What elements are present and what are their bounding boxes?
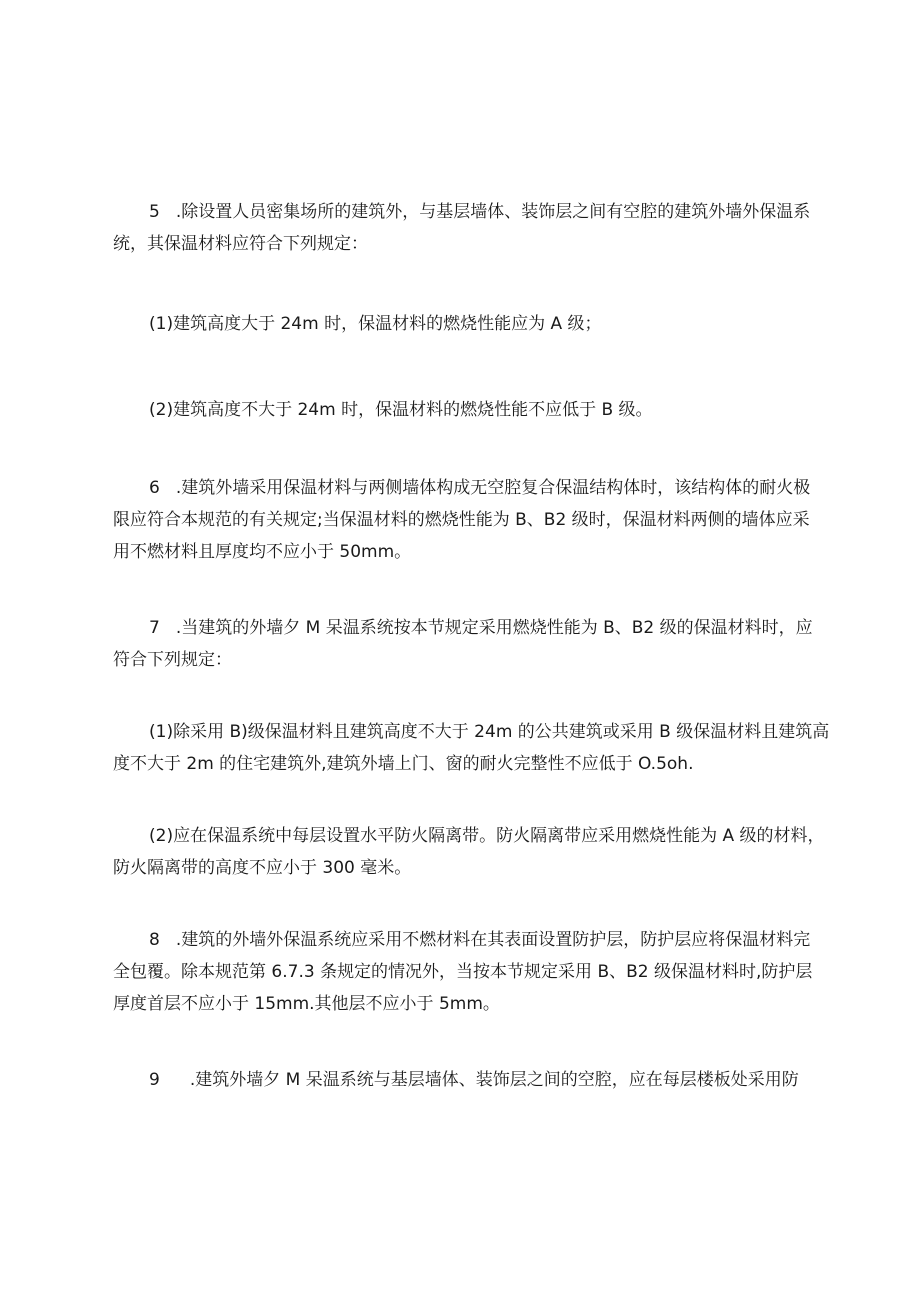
paragraph-9 bbox=[113, 1064, 825, 1096]
paragraph-text: 统，其保温材料应符合下列规定： bbox=[113, 234, 368, 254]
paragraph-7 bbox=[113, 612, 825, 676]
paragraph-text: (1)建筑高度大于 24m 时，保温材料的燃烧性能应为 A 级； bbox=[149, 314, 602, 334]
paragraph-5-item-2 bbox=[113, 394, 825, 426]
clause-number: 8 bbox=[149, 930, 160, 950]
paragraph-text: 防火隔离带的高度不应小于 300 毫米。 bbox=[113, 858, 412, 878]
paragraph-text: .当建筑的外墙夕 M 呆温系统按本节规定采用燃烧性能为 B、B2 级的保温材料时，应 bbox=[175, 618, 813, 638]
paragraph-text: 厚度首层不应小于 15mm.其他层不应小于 5mm。 bbox=[113, 994, 500, 1014]
paragraph-5-item-1 bbox=[113, 308, 825, 340]
paragraph-text: .建筑外墙夕 M 呆温系统与基层墙体、装饰层之间的空腔，应在每层楼板处采用防 bbox=[189, 1070, 799, 1090]
paragraph-text: (2)应在保温系统中每层设置水平防火隔离带。防火隔离带应采用燃烧性能为 A 级的材料， bbox=[149, 826, 825, 846]
paragraph-text: (1)除采用 B)级保温材料且建筑高度不大于 24m 的公共建筑或采用 B 级保温材料且建筑高 bbox=[149, 722, 830, 742]
paragraph-8 bbox=[113, 924, 825, 1020]
clause-number: 7 bbox=[149, 618, 160, 638]
paragraph-7-item-1 bbox=[113, 716, 830, 780]
paragraph-5 bbox=[113, 196, 825, 260]
paragraph-text: 符合下列规定： bbox=[113, 650, 232, 670]
clause-number: 6 bbox=[149, 478, 160, 498]
paragraph-text: 全包覆。除本规范第 6.7.3 条规定的情况外，当按本节规定采用 B、B2 级保温材料时,防护层 bbox=[113, 962, 813, 982]
paragraph-text: (2)建筑高度不大于 24m 时，保温材料的燃烧性能不应低于 B 级。 bbox=[149, 400, 653, 420]
paragraph-7-item-2 bbox=[113, 820, 825, 884]
clause-number: 9 bbox=[149, 1070, 160, 1090]
paragraph-text: .除设置人员密集场所的建筑外，与基层墙体、装饰层之间有空腔的建筑外墙外保温系 bbox=[175, 202, 811, 222]
clause-number: 5 bbox=[149, 202, 160, 222]
paragraph-text: 用不燃材料且厚度均不应小于 50mm。 bbox=[113, 542, 412, 562]
paragraph-text: .建筑的外墙外保温系统应采用不燃材料在其表面设置防护层，防护层应将保温材料完 bbox=[175, 930, 811, 950]
paragraph-6 bbox=[113, 472, 825, 568]
paragraph-text: 度不大于 2m 的住宅建筑外,建筑外墙上门、窗的耐火完整性不应低于 O.5oh. bbox=[113, 754, 694, 774]
paragraph-text: 限应符合本规范的有关规定;当保温材料的燃烧性能为 B、B2 级时，保温材料两侧的墙体应采 bbox=[113, 510, 810, 530]
paragraph-text: .建筑外墙采用保温材料与两侧墙体构成无空腔复合保温结构体时，该结构体的耐火极 bbox=[175, 478, 811, 498]
